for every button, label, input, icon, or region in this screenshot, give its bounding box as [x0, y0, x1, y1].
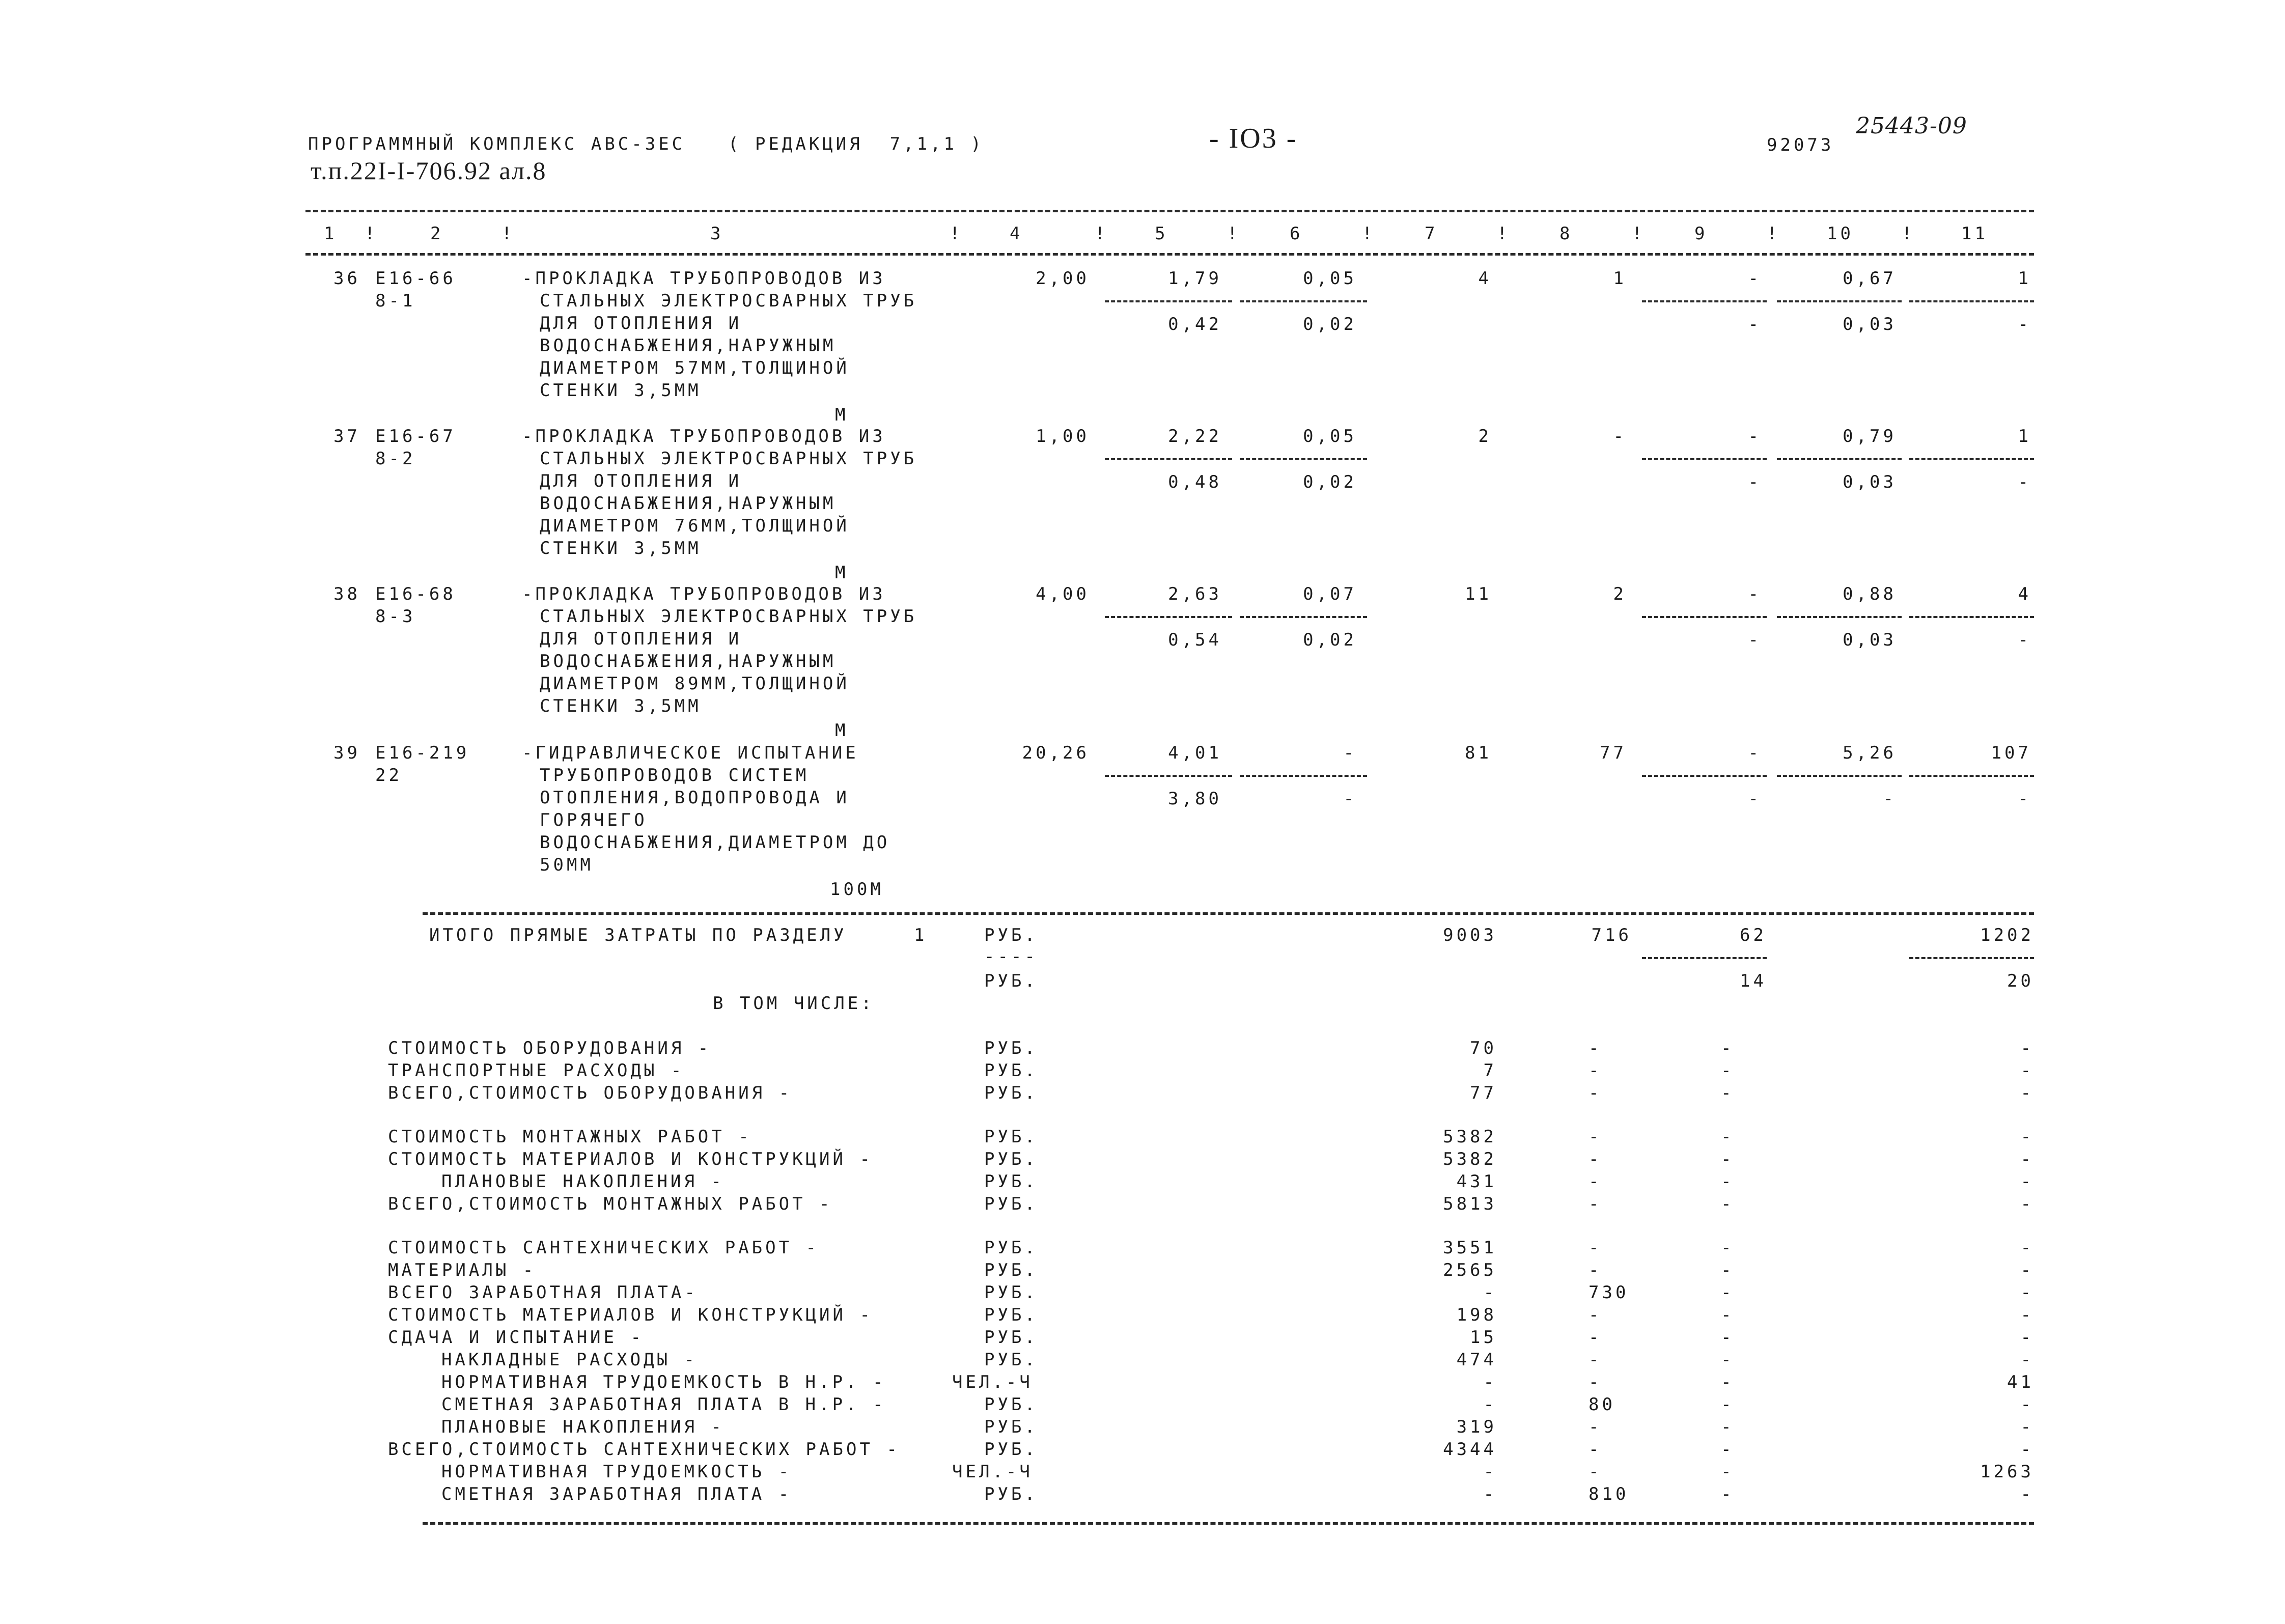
norm-code-sub: 8-2: [375, 449, 416, 469]
total-col11-rule: [1909, 957, 2034, 959]
summary-unit: РУБ.: [984, 1238, 1038, 1258]
summary-label: ПЛАНОВЫЕ НАКОПЛЕНИЯ -: [441, 1171, 724, 1192]
summary-label: НОРМАТИВНАЯ ТРУДОЕМКОСТЬ В Н.Р. -: [441, 1372, 886, 1392]
norm-code-sub: 8-1: [375, 291, 416, 311]
col-header-11: 11: [1961, 223, 1988, 244]
summary-col11: -: [2020, 1038, 2034, 1058]
row-number: 36: [333, 268, 360, 289]
summary-label: НОРМАТИВНАЯ ТРУДОЕМКОСТЬ -: [441, 1462, 792, 1482]
summary-col8: -: [1589, 1127, 1602, 1147]
cell-c11b: -: [2018, 314, 2031, 334]
cell-c9b: -: [1748, 314, 1762, 334]
summary-col8: 730: [1589, 1282, 1629, 1303]
summary-col11: -: [2020, 1083, 2034, 1103]
summary-col7: -: [1483, 1462, 1497, 1482]
norm-code: Е16-66: [375, 268, 456, 289]
summary-col7: 198: [1456, 1305, 1497, 1325]
cell-c4: 1,00: [1036, 426, 1090, 446]
summary-col7: 2565: [1443, 1260, 1497, 1280]
cell-c9a: -: [1748, 268, 1762, 289]
col-sep: !: [501, 223, 515, 244]
work-description-line: -ПРОКЛАДКА ТРУБОПРОВОДОВ ИЗ: [522, 268, 886, 289]
cell-rule: [1909, 775, 2034, 777]
col-header-6: 6: [1290, 223, 1303, 244]
summary-col11: 1263: [1980, 1462, 2034, 1482]
summary-unit: РУБ.: [984, 1171, 1038, 1192]
cell-rule: [1240, 300, 1367, 302]
summary-col9: -: [1721, 1038, 1735, 1058]
cell-rule: [1240, 458, 1367, 460]
total-top-rule: [423, 912, 2034, 915]
cell-c5a: 2,22: [1168, 426, 1222, 446]
cell-rule: [1642, 300, 1767, 302]
summary-label: СТОИМОСТЬ ОБОРУДОВАНИЯ -: [388, 1038, 712, 1058]
cell-rule: [1105, 300, 1232, 302]
program-title: ПРОГРАММНЫЙ КОМПЛЕКС АВС-3ЕС: [308, 134, 686, 154]
cell-c9b: -: [1748, 630, 1762, 650]
summary-unit: РУБ.: [984, 1350, 1038, 1370]
document-code: 92073: [1767, 135, 1834, 155]
col-header-7: 7: [1425, 223, 1438, 244]
row-number: 38: [333, 584, 360, 604]
cell-rule: [1909, 300, 2034, 302]
cell-c7: 11: [1465, 584, 1492, 604]
unit-of-measure: М: [835, 563, 849, 583]
summary-label: СТОИМОСТЬ МОНТАЖНЫХ РАБОТ -: [388, 1127, 752, 1147]
work-description-line: ДИАМЕТРОМ 76ММ,ТОЛЩИНОЙ: [540, 516, 850, 536]
summary-col8: -: [1589, 1260, 1602, 1280]
summary-unit: РУБ.: [984, 1282, 1038, 1303]
total-unit-2: РУБ.: [984, 971, 1038, 991]
cell-rule: [1777, 775, 1902, 777]
cell-c9b: -: [1748, 789, 1762, 809]
summary-unit: РУБ.: [984, 1484, 1038, 1504]
work-description-line: ГОРЯЧЕГО: [540, 810, 648, 830]
work-description-line: СТЕНКИ 3,5ММ: [540, 696, 702, 716]
total-unit-divider: ----: [984, 946, 1038, 967]
summary-col9: -: [1721, 1060, 1735, 1081]
norm-code: Е16-68: [375, 584, 456, 604]
summary-col11: -: [2020, 1260, 2034, 1280]
summary-label: СМЕТНАЯ ЗАРАБОТНАЯ ПЛАТА В Н.Р. -: [441, 1394, 886, 1415]
total-col11-sub: 20: [2007, 971, 2034, 991]
summary-col7: 70: [1470, 1038, 1497, 1058]
cell-rule: [1240, 775, 1367, 777]
cell-rule: [1909, 616, 2034, 618]
work-description-line: -ПРОКЛАДКА ТРУБОПРОВОДОВ ИЗ: [522, 584, 886, 604]
work-description-line: -ГИДРАВЛИЧЕСКОЕ ИСПЫТАНИЕ: [522, 743, 859, 763]
col-header-5: 5: [1155, 223, 1168, 244]
summary-col7: 474: [1456, 1350, 1497, 1370]
total-col11: 1202: [1980, 925, 2034, 945]
cell-c10b: 0,03: [1843, 314, 1897, 334]
summary-unit: РУБ.: [984, 1149, 1038, 1169]
work-description-line: СТАЛЬНЫХ ЭЛЕКТРОСВАРНЫХ ТРУБ: [540, 606, 917, 627]
page-number: - IO3 -: [1209, 123, 1298, 154]
cell-c6a: -: [1343, 743, 1357, 763]
summary-col8: -: [1589, 1327, 1602, 1348]
summary-col7: -: [1483, 1484, 1497, 1504]
summary-col8: -: [1589, 1462, 1602, 1482]
cell-c7: 2: [1478, 426, 1492, 446]
summary-col11: -: [2020, 1394, 2034, 1415]
summary-col7: 5382: [1443, 1149, 1497, 1169]
summary-label: ВСЕГО,СТОИМОСТЬ САНТЕХНИЧЕСКИХ РАБОТ -: [388, 1439, 900, 1460]
work-description-line: СТЕНКИ 3,5ММ: [540, 380, 702, 401]
summary-label: СМЕТНАЯ ЗАРАБОТНАЯ ПЛАТА -: [441, 1484, 792, 1504]
summary-col8: -: [1589, 1305, 1602, 1325]
col-header-10: 10: [1827, 223, 1854, 244]
summary-col8: 80: [1589, 1394, 1615, 1415]
total-section: 1: [914, 925, 928, 945]
summary-col7: 431: [1456, 1171, 1497, 1192]
summary-label: СДАЧА И ИСПЫТАНИЕ -: [388, 1327, 644, 1348]
row-number: 39: [333, 743, 360, 763]
cell-c5b: 0,42: [1168, 314, 1222, 334]
work-description-line: ДЛЯ ОТОПЛЕНИЯ И: [540, 471, 742, 491]
summary-col8: -: [1589, 1350, 1602, 1370]
unit-of-measure: 100М: [830, 879, 884, 900]
total-label: ИТОГО ПРЯМЫЕ ЗАТРАТЫ ПО РАЗДЕЛУ: [429, 925, 847, 945]
summary-col8: -: [1589, 1083, 1602, 1103]
summary-col9: -: [1721, 1260, 1735, 1280]
summary-col11: -: [2020, 1149, 2034, 1169]
summary-unit: РУБ.: [984, 1439, 1038, 1460]
summary-col11: -: [2020, 1238, 2034, 1258]
summary-unit: РУБ.: [984, 1394, 1038, 1415]
summary-col11: -: [2020, 1439, 2034, 1460]
cell-c6a: 0,07: [1303, 584, 1357, 604]
cell-rule: [1909, 458, 2034, 460]
work-description-line: СТАЛЬНЫХ ЭЛЕКТРОСВАРНЫХ ТРУБ: [540, 291, 917, 311]
work-description-line: ДИАМЕТРОМ 57ММ,ТОЛЩИНОЙ: [540, 358, 850, 378]
col-sep: !: [1362, 223, 1376, 244]
cell-c9a: -: [1748, 426, 1762, 446]
work-description-line: -ПРОКЛАДКА ТРУБОПРОВОДОВ ИЗ: [522, 426, 886, 446]
summary-col11: -: [2020, 1305, 2034, 1325]
col-header-1: 1: [324, 223, 338, 244]
summary-col8: -: [1589, 1171, 1602, 1192]
summary-col9: -: [1721, 1327, 1735, 1348]
summary-col9: -: [1721, 1083, 1735, 1103]
cell-c6b: 0,02: [1303, 630, 1357, 650]
row-number: 37: [333, 426, 360, 446]
work-description-line: ВОДОСНАБЖЕНИЯ,НАРУЖНЫМ: [540, 651, 837, 671]
summary-col9: -: [1721, 1238, 1735, 1258]
summary-label: ТРАНСПОРТНЫЕ РАСХОДЫ -: [388, 1060, 685, 1081]
summary-unit: РУБ.: [984, 1038, 1038, 1058]
col-sep: !: [1227, 223, 1241, 244]
cell-c7: 4: [1478, 268, 1492, 289]
cell-c10a: 0,67: [1843, 268, 1897, 289]
cell-c8: 77: [1600, 743, 1627, 763]
summary-label: СТОИМОСТЬ МАТЕРИАЛОВ И КОНСТРУКЦИЙ -: [388, 1149, 873, 1169]
cell-c5b: 0,54: [1168, 630, 1222, 650]
cell-rule: [1777, 300, 1902, 302]
cell-c6b: -: [1343, 789, 1357, 809]
summary-col9: -: [1721, 1350, 1735, 1370]
cell-rule: [1105, 458, 1232, 460]
cell-rule: [1777, 458, 1902, 460]
summary-col8: -: [1589, 1060, 1602, 1081]
col-sep: !: [1497, 223, 1511, 244]
total-col7: 9003: [1443, 925, 1497, 945]
cell-c5b: 0,48: [1168, 472, 1222, 492]
unit-of-measure: М: [835, 405, 849, 425]
handwritten-number: 25443-09: [1856, 113, 1967, 139]
summary-col9: -: [1721, 1372, 1735, 1392]
summary-col11: -: [2020, 1484, 2034, 1504]
summary-col9: -: [1721, 1127, 1735, 1147]
col-sep: !: [1902, 223, 1915, 244]
cell-rule: [1642, 616, 1767, 618]
summary-col11: -: [2020, 1282, 2034, 1303]
col-header-4: 4: [1010, 223, 1023, 244]
summary-col7: 4344: [1443, 1439, 1497, 1460]
summary-col8: -: [1589, 1372, 1602, 1392]
total-col9-rule: [1642, 957, 1767, 959]
work-description-line: СТАЛЬНЫХ ЭЛЕКТРОСВАРНЫХ ТРУБ: [540, 449, 917, 469]
summary-col7: 77: [1470, 1083, 1497, 1103]
cell-c11a: 1: [2018, 426, 2031, 446]
summary-unit: РУБ.: [984, 1417, 1038, 1437]
summary-col11: -: [2020, 1194, 2034, 1214]
col-header-9: 9: [1694, 223, 1708, 244]
table-bottom-rule: [423, 1522, 2034, 1525]
cell-c8: 2: [1613, 584, 1627, 604]
work-description-line: ТРУБОПРОВОДОВ СИСТЕМ: [540, 765, 810, 786]
work-description-line: ВОДОСНАБЖЕНИЯ,НАРУЖНЫМ: [540, 335, 837, 356]
summary-col9: -: [1721, 1149, 1735, 1169]
summary-col9: -: [1721, 1417, 1735, 1437]
summary-col8: -: [1589, 1417, 1602, 1437]
cell-c5b: 3,80: [1168, 789, 1222, 809]
summary-col8: -: [1589, 1149, 1602, 1169]
summary-label: ВСЕГО,СТОИМОСТЬ МОНТАЖНЫХ РАБОТ -: [388, 1194, 833, 1214]
summary-unit: РУБ.: [984, 1305, 1038, 1325]
summary-col11: -: [2020, 1127, 2034, 1147]
summary-col11: -: [2020, 1171, 2034, 1192]
cell-c5a: 2,63: [1168, 584, 1222, 604]
cell-c9a: -: [1748, 584, 1762, 604]
summary-unit: РУБ.: [984, 1060, 1038, 1081]
cell-c6a: 0,05: [1303, 268, 1357, 289]
summary-label: МАТЕРИАЛЫ -: [388, 1260, 537, 1280]
cell-rule: [1240, 616, 1367, 618]
summary-unit: РУБ.: [984, 1260, 1038, 1280]
summary-col9: -: [1721, 1439, 1735, 1460]
cell-rule: [1777, 616, 1902, 618]
cell-c11a: 107: [1991, 743, 2031, 763]
col-sep: !: [1095, 223, 1108, 244]
cell-c5a: 4,01: [1168, 743, 1222, 763]
summary-label: ВСЕГО ЗАРАБОТНАЯ ПЛАТА-: [388, 1282, 698, 1303]
unit-of-measure: М: [835, 720, 849, 741]
cell-c6a: 0,05: [1303, 426, 1357, 446]
cell-c5a: 1,79: [1168, 268, 1222, 289]
cell-c4: 20,26: [1022, 743, 1090, 763]
col-sep: !: [1632, 223, 1646, 244]
cell-c10b: 0,03: [1843, 630, 1897, 650]
norm-code-sub: 8-3: [375, 606, 416, 627]
project-reference: т.п.22I-I-706.92 ал.8: [311, 156, 547, 185]
summary-col11: 41: [2007, 1372, 2034, 1392]
including-heading: В ТОМ ЧИСЛЕ:: [713, 993, 875, 1014]
summary-col7: -: [1483, 1372, 1497, 1392]
summary-col11: -: [2020, 1417, 2034, 1437]
col-header-3: 3: [710, 223, 724, 244]
cell-c10a: 0,88: [1843, 584, 1897, 604]
summary-label: ПЛАНОВЫЕ НАКОПЛЕНИЯ -: [441, 1417, 724, 1437]
summary-col8: -: [1589, 1238, 1602, 1258]
summary-label: СТОИМОСТЬ САНТЕХНИЧЕСКИХ РАБОТ -: [388, 1238, 820, 1258]
cell-rule: [1105, 616, 1232, 618]
cell-c6b: 0,02: [1303, 314, 1357, 334]
summary-label: НАКЛАДНЫЕ РАСХОДЫ -: [441, 1350, 698, 1370]
summary-col9: -: [1721, 1194, 1735, 1214]
work-description-line: 50ММ: [540, 855, 594, 875]
cell-c4: 4,00: [1036, 584, 1090, 604]
cell-c7: 81: [1465, 743, 1492, 763]
summary-col7: 319: [1456, 1417, 1497, 1437]
summary-col9: -: [1721, 1462, 1735, 1482]
cell-c11b: -: [2018, 472, 2031, 492]
summary-unit: ЧЕЛ.-Ч: [952, 1462, 1033, 1482]
cell-rule: [1642, 458, 1767, 460]
header-bottom-rule: [305, 253, 2034, 256]
summary-unit: ЧЕЛ.-Ч: [952, 1372, 1033, 1392]
work-description-line: ДЛЯ ОТОПЛЕНИЯ И: [540, 629, 742, 649]
cell-c4: 2,00: [1036, 268, 1090, 289]
summary-col7: -: [1483, 1282, 1497, 1303]
total-col8: 716: [1591, 925, 1632, 945]
summary-col11: -: [2020, 1350, 2034, 1370]
cell-rule: [1642, 775, 1767, 777]
total-unit: РУБ.: [984, 925, 1038, 945]
work-description-line: ОТОПЛЕНИЯ,ВОДОПРОВОДА И: [540, 788, 850, 808]
cell-c6b: 0,02: [1303, 472, 1357, 492]
program-edition: ( РЕДАКЦИЯ 7,1,1 ): [728, 134, 984, 154]
cell-c10a: 5,26: [1843, 743, 1897, 763]
table-top-rule: [305, 210, 2034, 212]
cell-rule: [1105, 775, 1232, 777]
summary-unit: РУБ.: [984, 1194, 1038, 1214]
norm-code-sub: 22: [375, 765, 402, 786]
summary-col11: -: [2020, 1060, 2034, 1081]
col-header-2: 2: [430, 223, 444, 244]
summary-col8: 810: [1589, 1484, 1629, 1504]
col-header-8: 8: [1559, 223, 1573, 244]
work-description-line: ВОДОСНАБЖЕНИЯ,ДИАМЕТРОМ ДО: [540, 832, 890, 853]
summary-col9: -: [1721, 1305, 1735, 1325]
summary-col8: -: [1589, 1439, 1602, 1460]
summary-col7: 5382: [1443, 1127, 1497, 1147]
summary-col9: -: [1721, 1171, 1735, 1192]
total-col9-sub: 14: [1740, 971, 1767, 991]
summary-col7: 3551: [1443, 1238, 1497, 1258]
total-col9: 62: [1740, 925, 1767, 945]
summary-col11: -: [2020, 1327, 2034, 1348]
col-sep: !: [1767, 223, 1780, 244]
cell-c10b: -: [1883, 789, 1897, 809]
summary-label: СТОИМОСТЬ МАТЕРИАЛОВ И КОНСТРУКЦИЙ -: [388, 1305, 873, 1325]
cell-c10b: 0,03: [1843, 472, 1897, 492]
work-description-line: ВОДОСНАБЖЕНИЯ,НАРУЖНЫМ: [540, 493, 837, 514]
summary-col7: 15: [1470, 1327, 1497, 1348]
summary-col9: -: [1721, 1484, 1735, 1504]
cell-c9b: -: [1748, 472, 1762, 492]
cell-c8: 1: [1613, 268, 1627, 289]
norm-code: Е16-219: [375, 743, 470, 763]
summary-col7: 5813: [1443, 1194, 1497, 1214]
cell-c11b: -: [2018, 630, 2031, 650]
summary-col9: -: [1721, 1282, 1735, 1303]
summary-col7: -: [1483, 1394, 1497, 1415]
summary-col8: -: [1589, 1038, 1602, 1058]
cell-c10a: 0,79: [1843, 426, 1897, 446]
cell-c9a: -: [1748, 743, 1762, 763]
summary-col8: -: [1589, 1194, 1602, 1214]
summary-unit: РУБ.: [984, 1083, 1038, 1103]
summary-label: ВСЕГО,СТОИМОСТЬ ОБОРУДОВАНИЯ -: [388, 1083, 793, 1103]
summary-unit: РУБ.: [984, 1327, 1038, 1348]
work-description-line: ДЛЯ ОТОПЛЕНИЯ И: [540, 313, 742, 333]
cell-c11a: 1: [2018, 268, 2031, 289]
col-sep: !: [950, 223, 963, 244]
cell-c11b: -: [2018, 789, 2031, 809]
col-sep: !: [365, 223, 378, 244]
summary-col7: 7: [1483, 1060, 1497, 1081]
cell-c11a: 4: [2018, 584, 2031, 604]
summary-col9: -: [1721, 1394, 1735, 1415]
cell-c8: -: [1613, 426, 1627, 446]
work-description-line: ДИАМЕТРОМ 89ММ,ТОЛЩИНОЙ: [540, 674, 850, 694]
summary-unit: РУБ.: [984, 1127, 1038, 1147]
norm-code: Е16-67: [375, 426, 456, 446]
work-description-line: СТЕНКИ 3,5ММ: [540, 538, 702, 558]
